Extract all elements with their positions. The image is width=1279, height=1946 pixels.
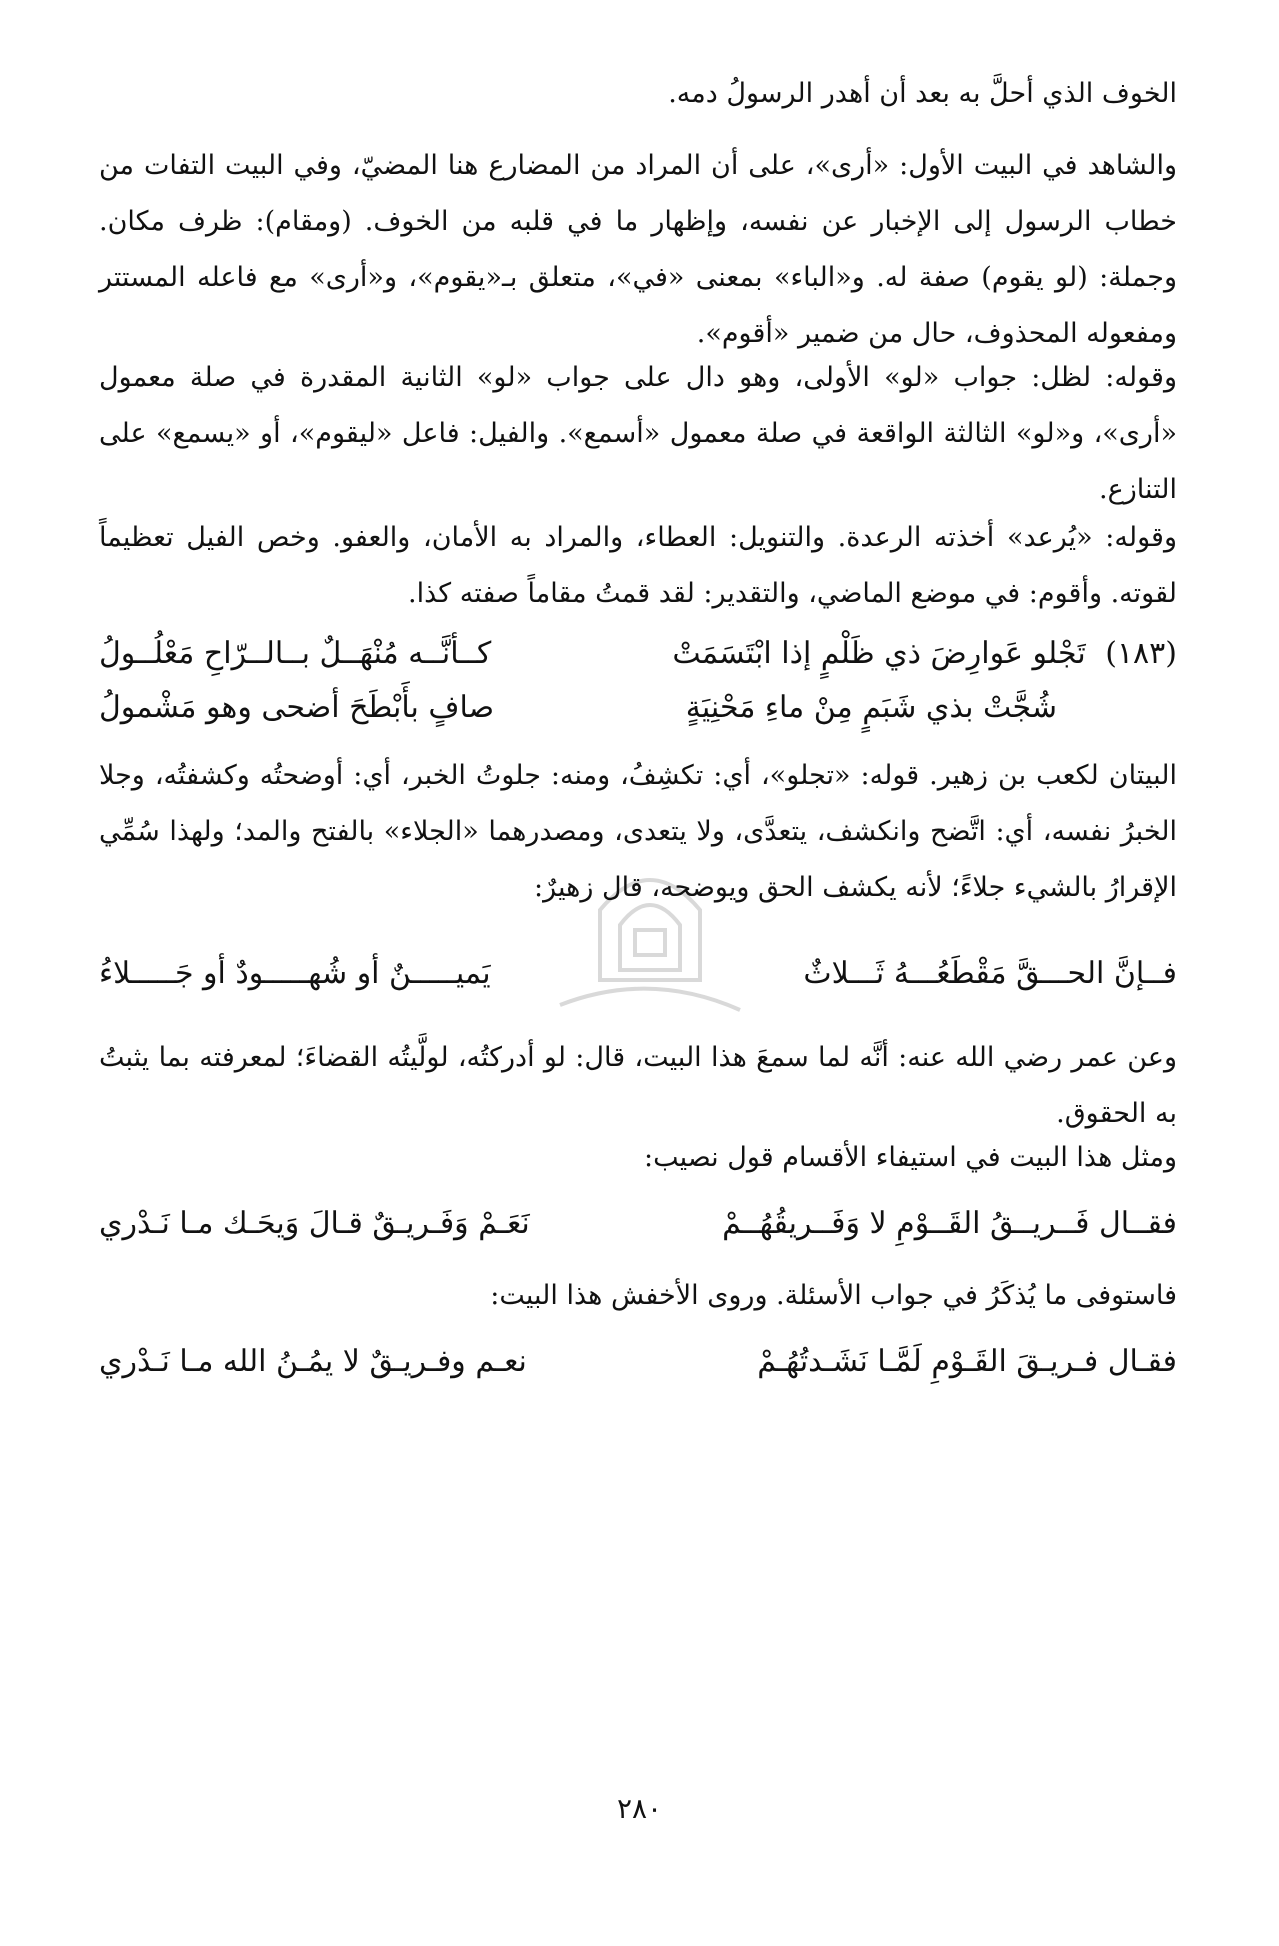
verse-hemistich: فــإنَّ الحـــقَّ مَقْطَعُـــهُ ثَـــلاثٌ: [803, 956, 1177, 991]
verse-183-line-2: [99, 680, 1177, 736]
verse-hemistich: فقــال فَــريــقُ القَــوْمِ لا وَفَــريقُهُــمْ: [722, 1206, 1177, 1241]
verse-hemistich: كــأنَّــه مُنْهَــلٌ بــالــرّاحِ مَعْلُــولُ: [99, 636, 492, 671]
page-number: ٢٨٠: [616, 1792, 663, 1825]
verse-hemistich: نعـم وفـريـقٌ لا يمُـنُ الله مـا نَـدْري: [99, 1344, 527, 1379]
verse-zuhair: [99, 946, 1177, 1002]
verse-akhfash: [99, 1334, 1177, 1390]
verse-hemistich: شُجَّتْ بذي شَبَمٍ مِنْ ماءِ مَحْنِيَةٍ: [685, 690, 1057, 725]
verse-number: (١٨٣): [1105, 636, 1177, 671]
verse-text: تَجْلو عَوارِضَ ذي ظَلْمٍ إذا ابْتَسَمَتْ: [672, 636, 1086, 671]
paragraph-8: فاستوفى ما يُذكَرُ في جواب الأسئلة. وروى الأخفش هذا البيت:: [490, 1280, 1177, 1311]
paragraph-6: وعن عمر رضي الله عنه: أنَّه لما سمعَ هذا البيت، قال: لو أدركتُه، لولَّيتُه القضاءَ؛ لمعرفته بما يثبتُ به الحقوق.: [99, 1042, 1177, 1129]
verse-hemistich: [672, 626, 1177, 682]
paragraph-5: البيتان لكعب بن زهير. قوله: «تجلو»، أي: تكشِفُ، ومنه: جلوتُ الخبر، أي: أوضحتُه وكشفتُه، وجلا الخبرُ نفسه، أي: اتَّضح وانكشف، يتعدَّى، ولا يتعدى، ومصدرهما «الجلاء» بالفتح والمد؛ ولهذا سُمِّي الإقرارُ بالشيء جلاءً؛ لأنه يكشف الحق ويوضحه، قال زهيرٌ:: [99, 760, 1177, 903]
paragraph-4: وقوله: «يُرعد» أخذته الرعدة. والتنويل: العطاء، والمراد به الأمان، والعفو. وخص الفيل تعظيماً لقوته. وأقوم: في موضع الماضي، والتقدير: لقد قمتُ مقاماً صفته كذا.: [99, 522, 1177, 609]
verse-hemistich: فقـال فـريـقَ القَـوْمِ لَمَّـا نَشَـدتُهُـمْ: [757, 1344, 1177, 1379]
verse-183-line-1: [99, 626, 1177, 682]
verse-nusaib: [99, 1196, 1177, 1252]
paragraph-3: وقوله: لظل: جواب «لو» الأولى، وهو دال على جواب «لو» الثانية المقدرة في صلة معمول «أرى»، و«لو» الثالثة الواقعة في صلة معمول «أسمع». والفيل: فاعل «ليقوم»، أو «يسمع» على التنازع.: [99, 362, 1177, 505]
verse-hemistich: يَميـــــنٌ أو شُهـــــودٌ أو جَـــــلاءُ: [99, 956, 491, 991]
verse-hemistich: نَعَـمْ وَفَـريـقٌ قـالَ وَيحَـك مـا نَـدْري: [99, 1206, 530, 1241]
paragraph-7: ومثل هذا البيت في استيفاء الأقسام قول نصيب:: [643, 1142, 1177, 1173]
paragraph-1: الخوف الذي أحلَّ به بعد أن أهدر الرسولُ دمه.: [668, 78, 1177, 109]
verse-hemistich: صافٍ بأَبْطَحَ أضحى وهو مَشْمولُ: [99, 690, 495, 725]
paragraph-2: والشاهد في البيت الأول: «أرى»، على أن المراد من المضارع هنا المضيّ، وفي البيت التفات من خطاب الرسول إلى الإخبار عن نفسه، وإظهار ما في قلبه من الخوف. (ومقام): ظرف مكان. وجملة: (لو يقوم) صفة له. و«الباء» بمعنى «في»، متعلق بـ«يقوم»، و«أرى» مع فاعله المستتر ومفعوله المحذوف، حال من ضمير «أقوم».: [99, 150, 1178, 349]
